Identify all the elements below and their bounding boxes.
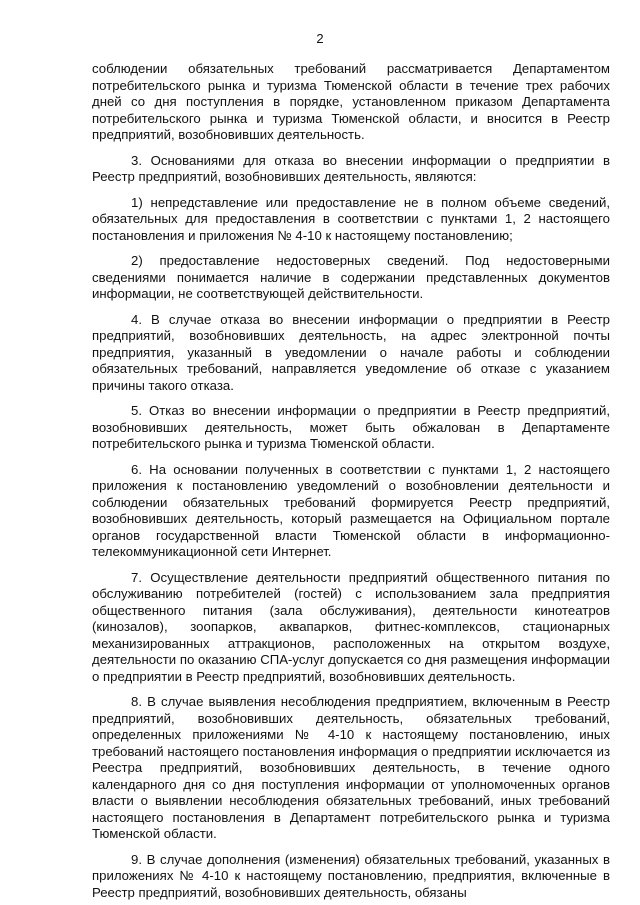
paragraph-item-6: 6. На основании полученных в соответствии с пунктами 1, 2 настоящего приложения к постановлению уведомлений о возобновлении деятельности и соблюдении обязательных требований формируется Реестр предприятий, возобновивших деятельность, который размещается на Официальном портале органов государственной власти Тюменской области в информационно-телекоммуникационной сети Интернет.: [92, 461, 610, 559]
paragraph-item-7: 7. Осуществление деятельности предприятий общественного питания по обслуживанию потребителей (гостей) с использованием зала предприятия общественного питания (зала обслуживания), деятельности кинотеатров (кинозалов), зоопарков, аквапарков, фитнес-комплексов, стационарных механизированных аттракционов, расположенных на открытом воздухе, деятельности по оказанию СПА-услуг допускается со дня размещения информации о предприятии в Реестр предприятий, возобновивших деятельность.: [92, 569, 610, 684]
paragraph-item-3: 3. Основаниями для отказа во внесении информации о предприятии в Реестр предприятий, возобновивших деятельность, являются:: [92, 152, 610, 184]
document-body: [92, 61, 610, 901]
paragraph-continuation: соблюдении обязательных требований рассматривается Департаментом потребительского рынка и туризма Тюменской области в течение трех рабочих дней со дня поступления в порядке, установленном приказом Департамента потребительского рынка и туризма Тюменской области, и вносится в Реестр предприятий, возобновивших деятельность.: [92, 61, 610, 142]
paragraph-subitem-1: 1) непредставление или предоставление не в полном объеме сведений, обязательных для предоставления в соответствии с пунктами 1, 2 настоящего постановления и приложения № 4-10 к настоящему постановлению;: [92, 194, 610, 243]
paragraph-item-9: 9. В случае дополнения (изменения) обязательных требований, указанных в приложениях № 4-10 к настоящему постановлению, предприятия, включенные в Реестр предприятий, возобновивших деятельность, обязаны: [92, 851, 610, 900]
paragraph-item-8: 8. В случае выявления несоблюдения предприятием, включенным в Реестр предприятий, возобновивших деятельность, обязательных требований, определенных приложениями № 4-10 к настоящему постановлению, иных требований настоящего постановления информация о предприятии исключается из Реестра предприятий, возобновивших деятельность, в течение одного календарного дня со дня поступления информации от уполномоченных органов власти о выявлении несоблюдения обязательных требований, иных требований настоящего постановления в Департамент потребительского рынка и туризма Тюменской области.: [92, 694, 610, 841]
paragraph-subitem-2: 2) предоставление недостоверных сведений. Под недостоверными сведениями понимается наличие в содержании представленных документов информации, не соответствующей действительности.: [92, 253, 610, 301]
paragraph-item-4: 4. В случае отказа во внесении информации о предприятии в Реестр предприятий, возобновивших деятельность, на адрес электронной почты предприятия, указанный в уведомлении о начале работы и соблюдении обязательных требований, направляется уведомление об отказе с указанием причины такого отказа.: [92, 311, 610, 393]
paragraph-item-5: 5. Отказ во внесении информации о предприятии в Реестр предприятий, возобновивших деятельность, может быть обжалован в Департаменте потребительского рынка и туризма Тюменской области.: [92, 403, 610, 451]
page-number: 2: [316, 31, 324, 46]
